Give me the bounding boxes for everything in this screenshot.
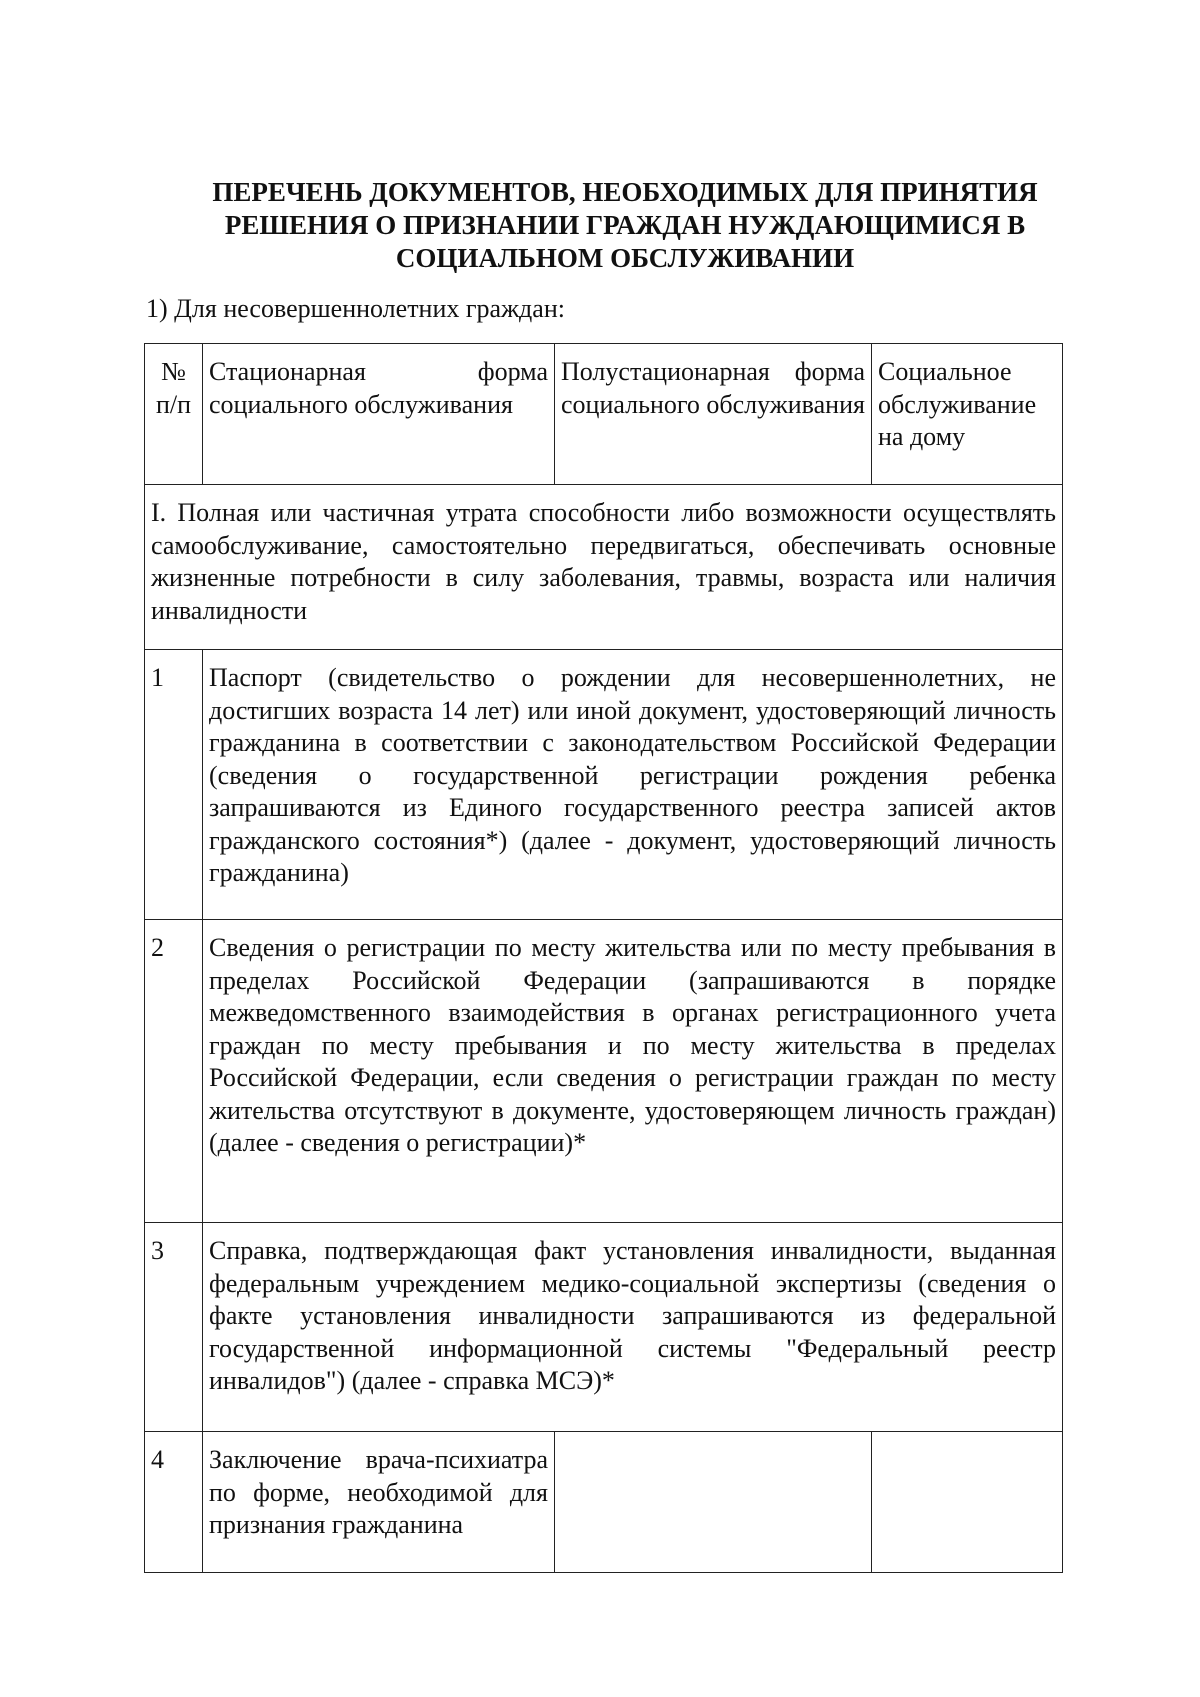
row-text: Сведения о регистрации по месту жительства или по месту пребывания в пределах Российской Федерации (запрашиваются в порядке межведомственного взаимодействия в органах регистрационного учета граждан по месту пребывания и по месту жительства в пределах Российской Федерации, если сведения о регистрации граждан по месту жительства отсутствуют в документе, удостоверяющем личность граждан) (далее - сведения о регистрации)* [203, 920, 1063, 1223]
row-number: 3 [145, 1223, 203, 1432]
title-line-3: СОЦИАЛЬНОМ ОБСЛУЖИВАНИИ [395, 243, 855, 273]
table-header-row [145, 344, 1063, 485]
section-row [145, 485, 1063, 650]
row-text: Справка, подтверждающая факт установления инвалидности, выданная федеральным учреждением медико-социальной экспертизы (сведения о факте установления инвалидности запрашиваются из федеральной государственной информационной системы "Федеральный реестр инвалидов") (далее - справка МСЭ)* [203, 1223, 1063, 1432]
row-semistationary [555, 1432, 872, 1573]
table-row [145, 920, 1063, 1223]
row-text: Паспорт (свидетельство о рождении для несовершеннолетних, не достигших возраста 14 лет) или иной документ, удостоверяющий личность гражданина в соответствии с законодательством Российской Федерации (сведения о государственной регистрации рождения ребенка запрашиваются из Единого государственного реестра записей актов гражданского состояния*) (далее - документ, удостоверяющий личность гражданина) [203, 650, 1063, 920]
section-heading: I. Полная или частичная утрата способности либо возможности осуществлять самообслуживание, самостоятельно передвигаться, обеспечивать основные жизненные потребности в силу заболевания, травмы, возраста или наличия инвалидности [145, 485, 1063, 650]
header-stationary: Стационарная форма социального обслуживания [203, 344, 555, 485]
intro-text: 1) Для несовершеннолетних граждан: [146, 294, 565, 323]
row-number: 2 [145, 920, 203, 1223]
header-home: Социальное обслуживание на дому [872, 344, 1063, 485]
row-number: 1 [145, 650, 203, 920]
header-number: № п/п [145, 344, 203, 485]
header-semistationary: Полустационарная форма социального обслуживания [555, 344, 872, 485]
row-number: 4 [145, 1432, 203, 1573]
title-line-2: РЕШЕНИЯ О ПРИЗНАНИИ ГРАЖДАН НУЖДАЮЩИМИСЯ В [224, 210, 1026, 240]
row-home [872, 1432, 1063, 1573]
title-line-1: ПЕРЕЧЕНЬ ДОКУМЕНТОВ, НЕОБХОДИМЫХ ДЛЯ ПРИНЯТИЯ [212, 177, 1038, 207]
row-stationary: Заключение врача-психиатра по форме, необходимой для признания гражданина [203, 1432, 555, 1573]
table-row [145, 1432, 1063, 1573]
table-row [145, 650, 1063, 920]
documents-table [144, 343, 1063, 1573]
table-row [145, 1223, 1063, 1432]
document-title [150, 176, 1100, 275]
